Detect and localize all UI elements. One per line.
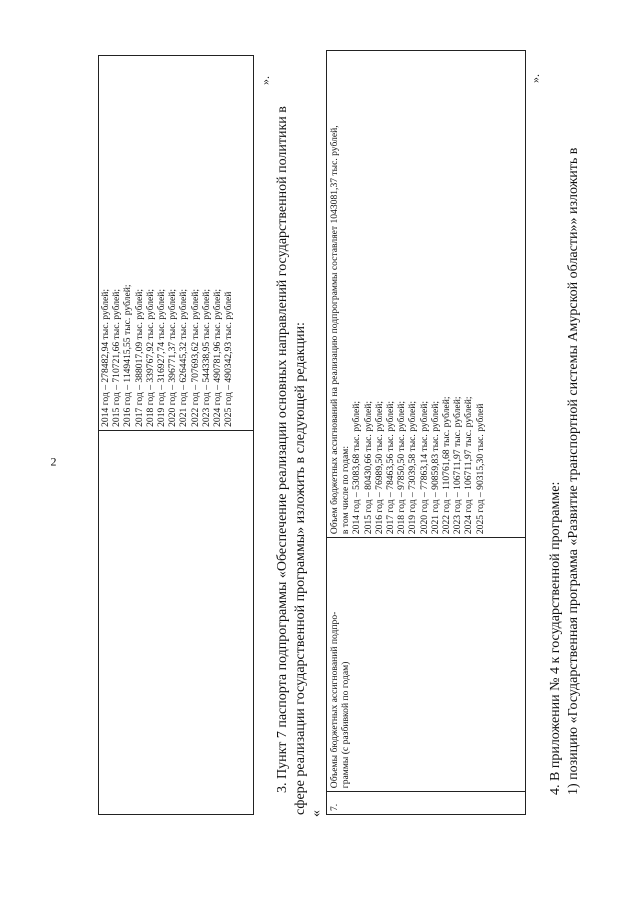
paragraph-3-line-1: 3. Пункт 7 паспорта подпрограммы «Обеспечение реализации основных направлений государственной политики в [275, 106, 290, 793]
table-2-line: 2019 год – 73039,58 тыс. рублей; [407, 400, 419, 535]
table-1-line: 2014 год – 278482,94 тыс. рублей; [100, 288, 111, 427]
page-number: 2 [50, 454, 57, 469]
table-1-line: 2019 год – 316927,74 тыс. рублей; [156, 288, 168, 427]
table-1-close-quote: ». [258, 76, 272, 85]
table-1-line: 2018 год – 339767,92 тыс. рублей; [144, 288, 156, 427]
table-2-line: 2025 год – 90315,30 тыс. рублей [474, 403, 486, 535]
table-2-values-cell [327, 51, 526, 538]
table-1-line: 2025 год – 490342,93 тыс. рублей [223, 291, 235, 427]
table-1-line: 2023 год – 544338,95 тыс. рублей; [200, 288, 212, 427]
table-2-line: 2024 год – 106711,97 тыс. рублей; [463, 396, 475, 535]
table-2-line: 2014 год – 53083,68 тыс. рублей; [351, 400, 363, 535]
table-2-line: 2016 год – 76989,50 тыс. рублей; [373, 400, 385, 535]
table-2-label-line: граммы (с разбивкой по годам) [340, 661, 352, 789]
table-1-line: 2024 год – 490781,96 тыс. рублей; [212, 288, 224, 427]
table-2-line: 2015 год – 80430,66 тыс. рублей; [362, 400, 374, 535]
table-2-line: 2021 год – 90859,83 тыс. рублей; [429, 400, 441, 535]
table-1-lines [99, 56, 235, 430]
table-2-line: 2017 год – 78463,56 тыс. рублей; [385, 400, 397, 535]
table-2-line: в том числе по годам: [340, 445, 352, 535]
table-2-label-cell [327, 538, 526, 792]
table-1-line: 2016 год – 1149415,55 тыс. рублей; [122, 284, 134, 427]
table-2-lines [327, 51, 488, 537]
paragraph-3-line-2: сфере реализации государственной программы» изложить в следующей редакции: [293, 322, 308, 815]
table-2 [326, 50, 526, 815]
paragraph-4-line-2: 1) позицию «Государственная программа «Развитие транспортной системы Амурской области»» изложить в [566, 147, 581, 795]
table-2-line: Объем бюджетных ассигнований на реализацию подпрограммы составляет 1043081,37 тыс. рублей, [329, 125, 340, 535]
table-1-empty-cell [99, 430, 254, 814]
table-2-number: 7. [329, 803, 340, 811]
table-2-line: 2018 год – 97850,50 тыс. рублей; [396, 400, 408, 535]
table-1 [98, 55, 254, 815]
table-1-values-cell [99, 56, 254, 431]
open-quote: « [309, 810, 324, 817]
table-2-number-cell [327, 792, 526, 815]
table-2-line: 2023 год – 106711,97 тыс. рублей; [452, 396, 464, 535]
paragraph-4-line-1: 4. В приложении № 4 к государственной программе: [548, 481, 563, 795]
table-1-line: 2017 год – 388017,09 тыс. рублей; [133, 288, 145, 427]
table-2-line: 2020 год – 77863,14 тыс. рублей; [418, 400, 430, 535]
table-1-line: 2020 год – 396771,37 тыс. рублей; [167, 288, 179, 427]
table-1-line: 2015 год – 710721,66 тыс. рублей; [111, 288, 123, 427]
table-2-label-line: Объемы бюджетных ассигнований подпро- [329, 611, 340, 789]
table-2-line: 2022 год – 110761,68 тыс. рублей; [441, 396, 453, 535]
table-1-line: 2022 год – 707693,62 тыс. рублей; [189, 288, 201, 427]
table-2-close-quote: ». [528, 74, 542, 83]
table-1-line: 2021 год – 626445,32 тыс. рублей; [178, 288, 190, 427]
